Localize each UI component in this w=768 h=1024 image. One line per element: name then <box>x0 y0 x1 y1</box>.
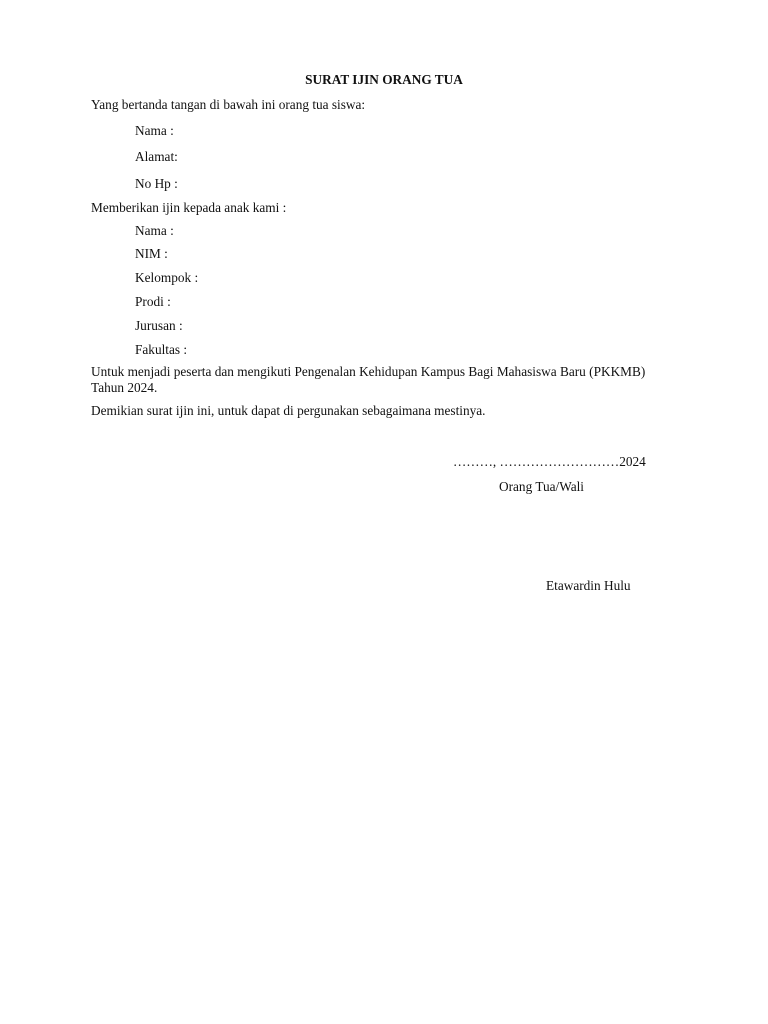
parent-field-address: Alamat: <box>135 149 178 164</box>
child-field-nim: NIM : <box>135 246 168 261</box>
signer-role: Orang Tua/Wali <box>499 479 584 494</box>
child-field-study-program: Prodi : <box>135 294 171 309</box>
child-field-group: Kelompok : <box>135 270 199 285</box>
document-title: SURAT IJIN ORANG TUA <box>305 72 463 87</box>
closing-paragraph: Demikian surat ijin ini, untuk dapat di pergunakan sebagaimana mestinya. <box>91 403 486 418</box>
purpose-paragraph: Untuk menjadi peserta dan mengikuti Pengenalan Kehidupan Kampus Bagi Mahasiswa Baru (PKKMB) Tahun 2024. <box>91 364 646 395</box>
parent-field-name: Nama : <box>135 123 174 138</box>
parent-intro: Yang bertanda tangan di bawah ini orang tua siswa: <box>91 97 366 112</box>
parent-field-phone: No Hp : <box>135 176 178 191</box>
signer-name: Etawardin Hulu <box>546 578 631 593</box>
place-date-line: ………, ………………………2024 <box>453 454 646 469</box>
child-field-faculty: Fakultas : <box>135 342 188 357</box>
child-intro: Memberikan ijin kepada anak kami : <box>91 200 287 215</box>
child-field-name: Nama : <box>135 223 174 238</box>
child-field-department: Jurusan : <box>135 318 183 333</box>
